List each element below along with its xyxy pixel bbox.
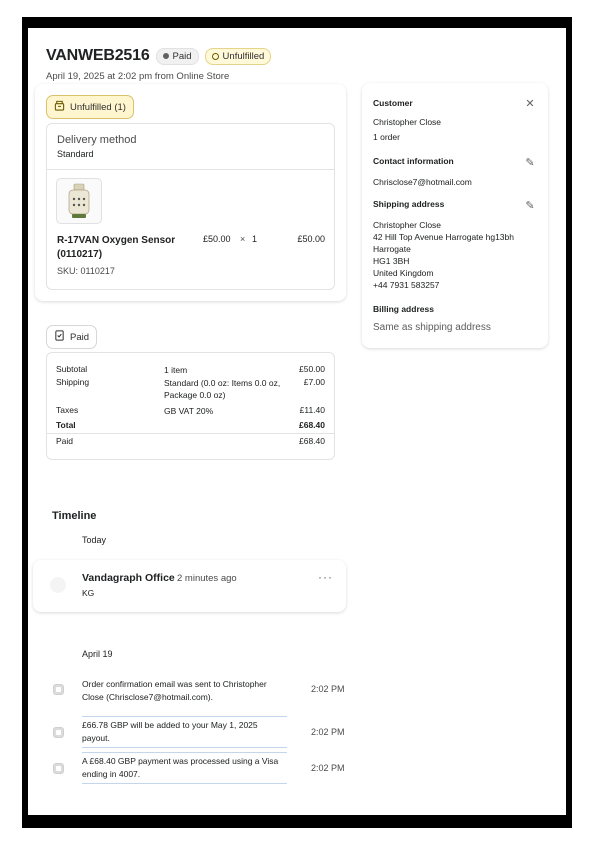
delivery-method-value: Standard bbox=[57, 149, 94, 159]
event-icon bbox=[53, 763, 64, 774]
payment-status-text: Paid bbox=[70, 331, 90, 343]
address-line: Harrogate bbox=[373, 244, 411, 254]
payment-row-amount: £68.40 bbox=[299, 436, 325, 446]
line-items-box bbox=[46, 123, 335, 290]
payment-row-detail: Standard (0.0 oz: Items 0.0 oz, Package 0.0 oz) bbox=[164, 378, 281, 400]
customer-email[interactable]: Chrisclose7@hotmail.com bbox=[373, 177, 472, 187]
multiply-sign: × bbox=[240, 234, 246, 244]
payment-row-label: Shipping bbox=[56, 377, 90, 387]
more-actions-icon[interactable]: ··· bbox=[318, 570, 333, 584]
timeline-event-time: 2:02 PM bbox=[311, 727, 345, 737]
address-line: HG1 3BH bbox=[373, 256, 410, 266]
avatar bbox=[50, 577, 66, 593]
billing-address-heading: Billing address bbox=[373, 304, 434, 314]
payment-row-detail: 1 item bbox=[164, 365, 188, 375]
order-id: VANWEB2516 bbox=[46, 47, 150, 64]
order-page bbox=[28, 28, 566, 815]
order-subtitle: April 19, 2025 at 2:02 pm from Online Store bbox=[46, 71, 230, 82]
payment-row-label: Subtotal bbox=[56, 364, 88, 374]
timeline-event-text: Order confirmation email was sent to Christopher Close (Chrisclose7@hotmail.com). bbox=[82, 679, 267, 702]
receipt-icon bbox=[54, 330, 65, 344]
timeline-title: Timeline bbox=[52, 510, 97, 522]
shipping-address-heading: Shipping address bbox=[373, 199, 445, 209]
edit-address-pencil-icon[interactable]: ✎ bbox=[525, 199, 535, 212]
fulfillment-card bbox=[35, 84, 346, 301]
timeline-date-label: April 19 bbox=[82, 649, 113, 659]
payment-row-amount: £7.00 bbox=[303, 377, 325, 387]
comment-author: Vandagraph Office bbox=[82, 572, 175, 584]
status-dot-icon bbox=[163, 53, 169, 59]
product-name[interactable]: R-17VAN Oxygen Sensor (0110217) bbox=[57, 235, 176, 260]
fulfillment-status-label: Unfulfilled bbox=[222, 50, 265, 62]
delivery-method-label: Delivery method bbox=[57, 134, 137, 146]
payment-row-label: Paid bbox=[56, 436, 74, 446]
payment-row-amount: £68.40 bbox=[299, 420, 325, 430]
status-ring-icon bbox=[212, 53, 219, 60]
fulfillment-status-pill bbox=[46, 95, 134, 119]
fulfillment-status-badge bbox=[205, 48, 272, 65]
payment-row-amount: £50.00 bbox=[299, 364, 325, 374]
product-unit-price: £50.00 bbox=[203, 234, 231, 244]
comment-body: KG bbox=[82, 588, 95, 598]
customer-heading: Customer bbox=[373, 98, 413, 108]
address-line: United Kingdom bbox=[373, 268, 434, 278]
event-icon bbox=[53, 727, 64, 738]
timeline-event-time: 2:02 PM bbox=[311, 763, 345, 773]
customer-name[interactable]: Christopher Close bbox=[373, 117, 442, 127]
edit-contact-pencil-icon[interactable]: ✎ bbox=[525, 156, 535, 169]
customer-card bbox=[362, 83, 548, 348]
product-sku: SKU: 0110217 bbox=[57, 266, 115, 276]
billing-address-value: Same as shipping address bbox=[373, 322, 491, 333]
fulfillment-status-text: Unfulfilled (1) bbox=[70, 101, 126, 113]
timeline-event-text[interactable]: £66.78 GBP will be added to your May 1, 2025 payout. bbox=[82, 716, 287, 748]
payment-summary-box bbox=[46, 352, 335, 460]
close-icon[interactable]: ✕ bbox=[525, 97, 535, 110]
address-line: 42 Hill Top Avenue Harrogate hg13bh bbox=[373, 232, 514, 242]
divider bbox=[47, 169, 334, 170]
timeline-comment bbox=[33, 560, 346, 612]
payment-row-label: Taxes bbox=[56, 405, 79, 415]
payment-row-detail: GB VAT 20% bbox=[164, 406, 214, 416]
product-quantity: 1 bbox=[252, 234, 258, 244]
payment-status-badge bbox=[156, 48, 199, 65]
timeline-day-label: Today bbox=[82, 535, 107, 545]
order-header bbox=[46, 47, 271, 65]
address-line: Christopher Close bbox=[373, 220, 442, 230]
timeline-event-time: 2:02 PM bbox=[311, 684, 345, 694]
payment-row-label: Total bbox=[56, 420, 76, 430]
customer-order-count[interactable]: 1 order bbox=[373, 132, 400, 142]
payment-status-label: Paid bbox=[172, 50, 192, 62]
package-icon bbox=[54, 100, 65, 114]
comment-timestamp: 2 minutes ago bbox=[177, 573, 237, 584]
payment-status-pill bbox=[46, 325, 97, 349]
divider bbox=[47, 433, 334, 434]
timeline-event-text[interactable]: A £68.40 GBP payment was processed using a Visa ending in 4007. bbox=[82, 752, 287, 784]
product-line-total: £50.00 bbox=[297, 234, 325, 244]
payment-row-amount: £11.40 bbox=[299, 405, 325, 415]
product-thumbnail[interactable] bbox=[56, 178, 102, 224]
contact-heading: Contact information bbox=[373, 156, 454, 166]
address-line: +44 7931 583257 bbox=[373, 280, 440, 290]
event-icon bbox=[53, 684, 64, 695]
oxygen-sensor-image bbox=[57, 179, 101, 223]
